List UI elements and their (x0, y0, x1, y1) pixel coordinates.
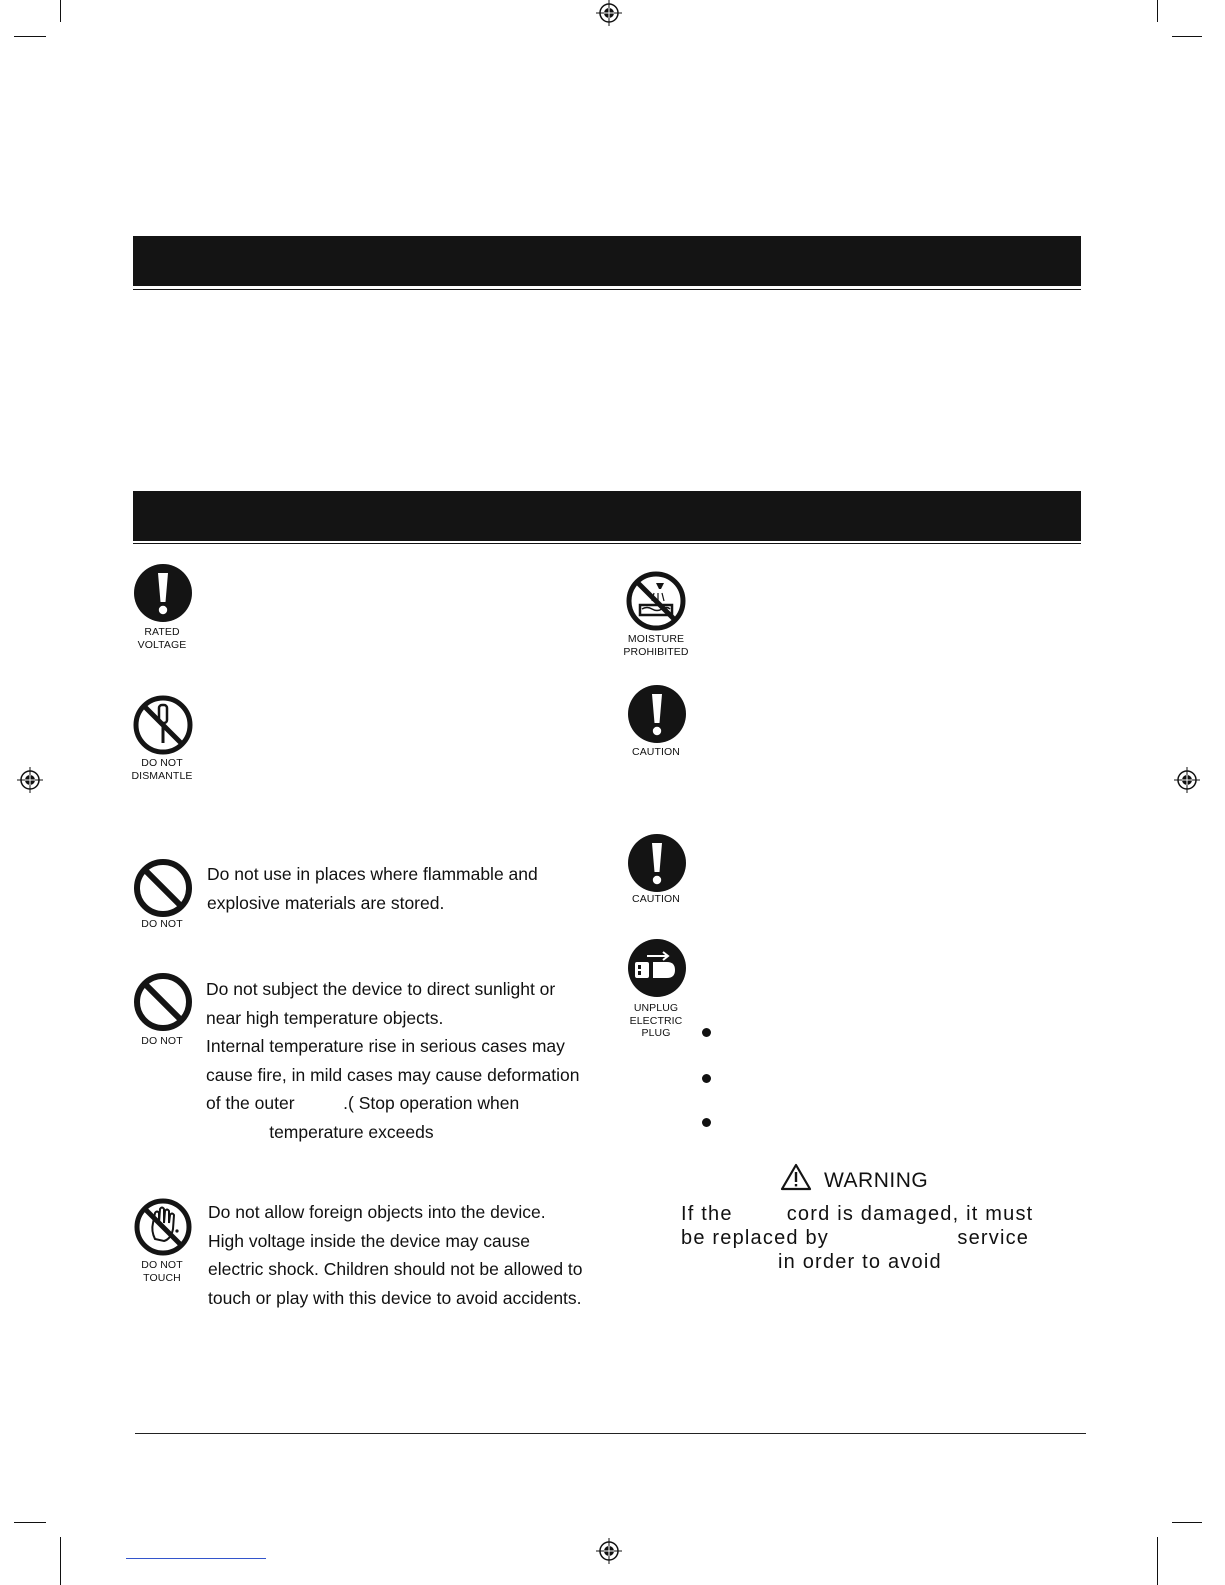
bullet-point (702, 1118, 711, 1127)
warning-line-2: be replaced by service (681, 1227, 1030, 1249)
text-line: of the outer .( Stop operation when (206, 1093, 520, 1113)
bullet-point (702, 1028, 711, 1037)
text-line: touch or play with this device to avoid accidents. (208, 1287, 582, 1308)
crop-mark (1172, 1522, 1202, 1523)
crop-mark (14, 1522, 46, 1523)
caution-label: CAUTION (632, 746, 680, 758)
text-line: High voltage inside the device may cause (208, 1230, 530, 1251)
unplug-icon (627, 938, 687, 998)
crop-mark (60, 0, 61, 22)
section-rule (133, 289, 1081, 290)
exclamation-icon (627, 684, 687, 744)
exclamation-icon (627, 833, 687, 893)
section-header-bar-2 (133, 491, 1081, 541)
foreign-objects-warning-text (208, 1198, 583, 1312)
crop-mark (1157, 1537, 1158, 1585)
footer-rule (135, 1433, 1086, 1434)
screwdriver-prohibited-icon (133, 695, 193, 755)
do-not-label: DO NOT (141, 918, 183, 930)
text-line: temperature exceeds (206, 1121, 434, 1142)
text-line: electric shock. Children should not be allowed to (208, 1259, 583, 1279)
text-line: cause fire, in mild cases may cause deformation (206, 1064, 580, 1085)
moisture-prohibited-label: MOISTURE PROHIBITED (623, 633, 689, 658)
do-not-label: DO NOT (141, 1035, 183, 1047)
crop-mark (1157, 0, 1158, 22)
registration-mark-icon (596, 0, 622, 26)
text-line: explosive materials are stored. (207, 892, 445, 913)
registration-mark-icon (596, 1538, 622, 1564)
sunlight-warning-text (206, 975, 580, 1146)
crop-mark (1172, 36, 1202, 37)
text-line: Do not allow foreign objects into the device. (208, 1202, 546, 1222)
crop-mark (60, 1537, 61, 1585)
exclamation-icon (133, 563, 193, 623)
hand-prohibited-icon (133, 1197, 193, 1257)
prohibited-icon (133, 972, 193, 1032)
text-line: near high temperature objects. (206, 1007, 444, 1028)
text-line: Do not use in places where flammable and (207, 864, 538, 884)
registration-mark-icon (1174, 767, 1200, 793)
text-line: Internal temperature rise in serious cases may (206, 1036, 565, 1056)
rated-voltage-label: RATED VOLTAGE (137, 626, 187, 651)
warning-triangle-icon (780, 1163, 812, 1191)
flammable-warning-text (207, 860, 538, 917)
unplug-electric-plug-label: UNPLUG ELECTRIC PLUG (629, 1002, 683, 1039)
prohibited-icon (133, 858, 193, 918)
do-not-touch-label: DO NOT TOUCH (141, 1259, 183, 1284)
do-not-dismantle-label: DO NOT DISMANTLE (131, 757, 193, 782)
section-rule (133, 543, 1081, 544)
warning-line-1: If the cord is damaged, it must (681, 1203, 1034, 1225)
registration-mark-icon (17, 767, 43, 793)
crop-mark (14, 36, 46, 37)
shower-prohibited-icon (626, 571, 686, 631)
text-line: Do not subject the device to direct sunlight or (206, 979, 556, 999)
bullet-point (702, 1074, 711, 1083)
section-header-bar-1 (133, 236, 1081, 286)
warning-line-3: in order to avoid (778, 1251, 942, 1273)
warning-title: WARNING (824, 1169, 929, 1192)
footer-link-underline (126, 1558, 266, 1559)
caution-label: CAUTION (632, 893, 680, 905)
